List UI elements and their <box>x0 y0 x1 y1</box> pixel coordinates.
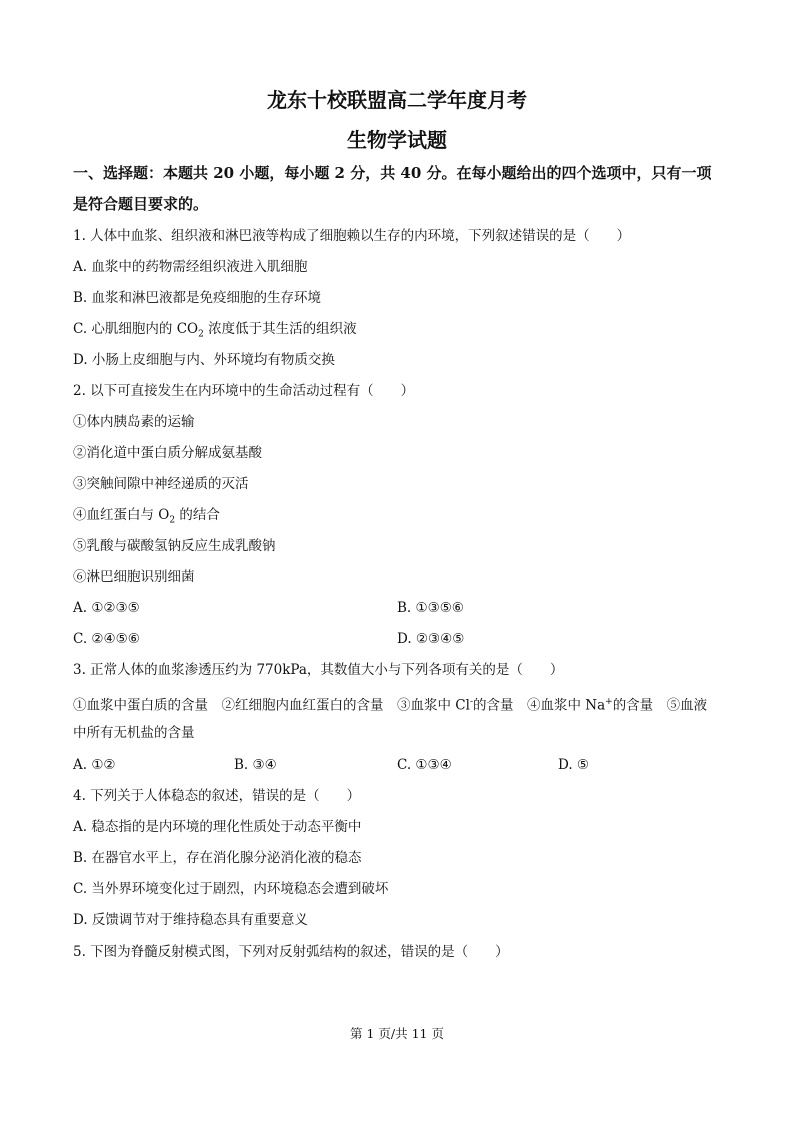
q4-option-d: D. 反馈调节对于维持稳态具有重要意义 <box>73 912 308 928</box>
q3-option-c: C. ①③④ <box>397 757 452 773</box>
q4-option-a: A. 稳态指的是内环境的理化性质处于动态平衡中 <box>73 819 362 835</box>
q2-statement-3: ③突触间隙中神经递质的灭活 <box>73 476 249 492</box>
q4-option-c: C. 当外界环境变化过于剧烈，内环境稳态会遭到破坏 <box>73 881 389 897</box>
q1-option-d: D. 小肠上皮细胞与内、外环境均有物质交换 <box>73 352 335 368</box>
q2-statement-4-pre: ④血红蛋白与 O <box>73 507 170 523</box>
q1-option-c <box>73 319 357 345</box>
q2-statement-4-post: 的结合 <box>175 507 220 523</box>
q3-items-post: 的含量 ⑤血液 <box>612 697 708 714</box>
q1-option-c-post: 浓度低于其生活的组织液 <box>203 321 357 337</box>
q1-stem: 1. 人体中血浆、组织液和淋巴液等构成了细胞赖以生存的内环境，下列叙述错误的是（ ） <box>73 228 631 244</box>
q3-items-sup-minus: - <box>469 697 473 707</box>
q2-statement-5: ⑤乳酸与碳酸氢钠反应生成乳酸钠 <box>73 538 276 554</box>
q3-items-cont: 中所有无机盐的含量 <box>73 725 195 741</box>
q1-option-c-sub: 2 <box>198 329 204 340</box>
q3-option-a: A. ①② <box>73 757 116 773</box>
q3-option-d: D. ⑤ <box>558 757 590 773</box>
q1-option-c-pre: C. 心肌细胞内的 CO <box>73 321 199 337</box>
q4-stem: 4. 下列关于人体稳态的叙述，错误的是（ ） <box>73 788 361 804</box>
page-subtitle: 生物学试题 <box>347 128 447 152</box>
q3-option-b: B. ③④ <box>234 757 277 773</box>
q2-statement-6: ⑥淋巴细胞识别细菌 <box>73 569 195 585</box>
section-heading: 一、选择题：本题共 20 小题，每小题 2 分，共 40 分。在每小题给出的四个选项中，只有一项是符合题目要求的。 <box>73 164 712 213</box>
q2-statement-4 <box>73 505 220 531</box>
q2-statement-4-sub: 2 <box>169 515 176 526</box>
q3-items-mid: 的含量 ④血浆中 Na <box>472 697 606 714</box>
q3-items <box>73 692 707 716</box>
q2-statement-1: ①体内胰岛素的运输 <box>73 414 195 430</box>
q3-items-pre: ①血浆中蛋白质的含量 ②红细胞内血红蛋白的含量 ③血浆中 Cl <box>73 697 470 714</box>
q2-option-b: B. ①③⑤⑥ <box>397 600 464 616</box>
q2-option-c: C. ②④⑤⑥ <box>73 631 140 647</box>
q1-option-a: A. 血浆中的药物需经组织液进入肌细胞 <box>73 259 308 275</box>
page-footer: 第 1 页/共 11 页 <box>350 1026 444 1041</box>
q5-stem: 5. 下图为脊髓反射模式图，下列对反射弧结构的叙述，错误的是（ ） <box>73 944 509 960</box>
q2-option-d: D. ②③④⑤ <box>397 631 465 647</box>
q2-option-a: A. ①②③⑤ <box>73 600 140 616</box>
q3-stem: 3. 正常人体的血浆渗透压约为 770kPa，其数值大小与下列各项有关的是（ ） <box>73 662 564 678</box>
q2-statement-2: ②消化道中蛋白质分解成氨基酸 <box>73 445 262 461</box>
q1-option-b: B. 血浆和淋巴液都是免疫细胞的生存环境 <box>73 290 322 306</box>
q4-option-b: B. 在器官水平上，存在消化腺分泌消化液的稳态 <box>73 850 362 866</box>
page-title: 龙东十校联盟高二学年度月考 <box>267 88 527 112</box>
q3-items-sup-plus: + <box>605 697 613 707</box>
q2-stem: 2. 以下可直接发生在内环境中的生命活动过程有（ ） <box>73 383 415 399</box>
